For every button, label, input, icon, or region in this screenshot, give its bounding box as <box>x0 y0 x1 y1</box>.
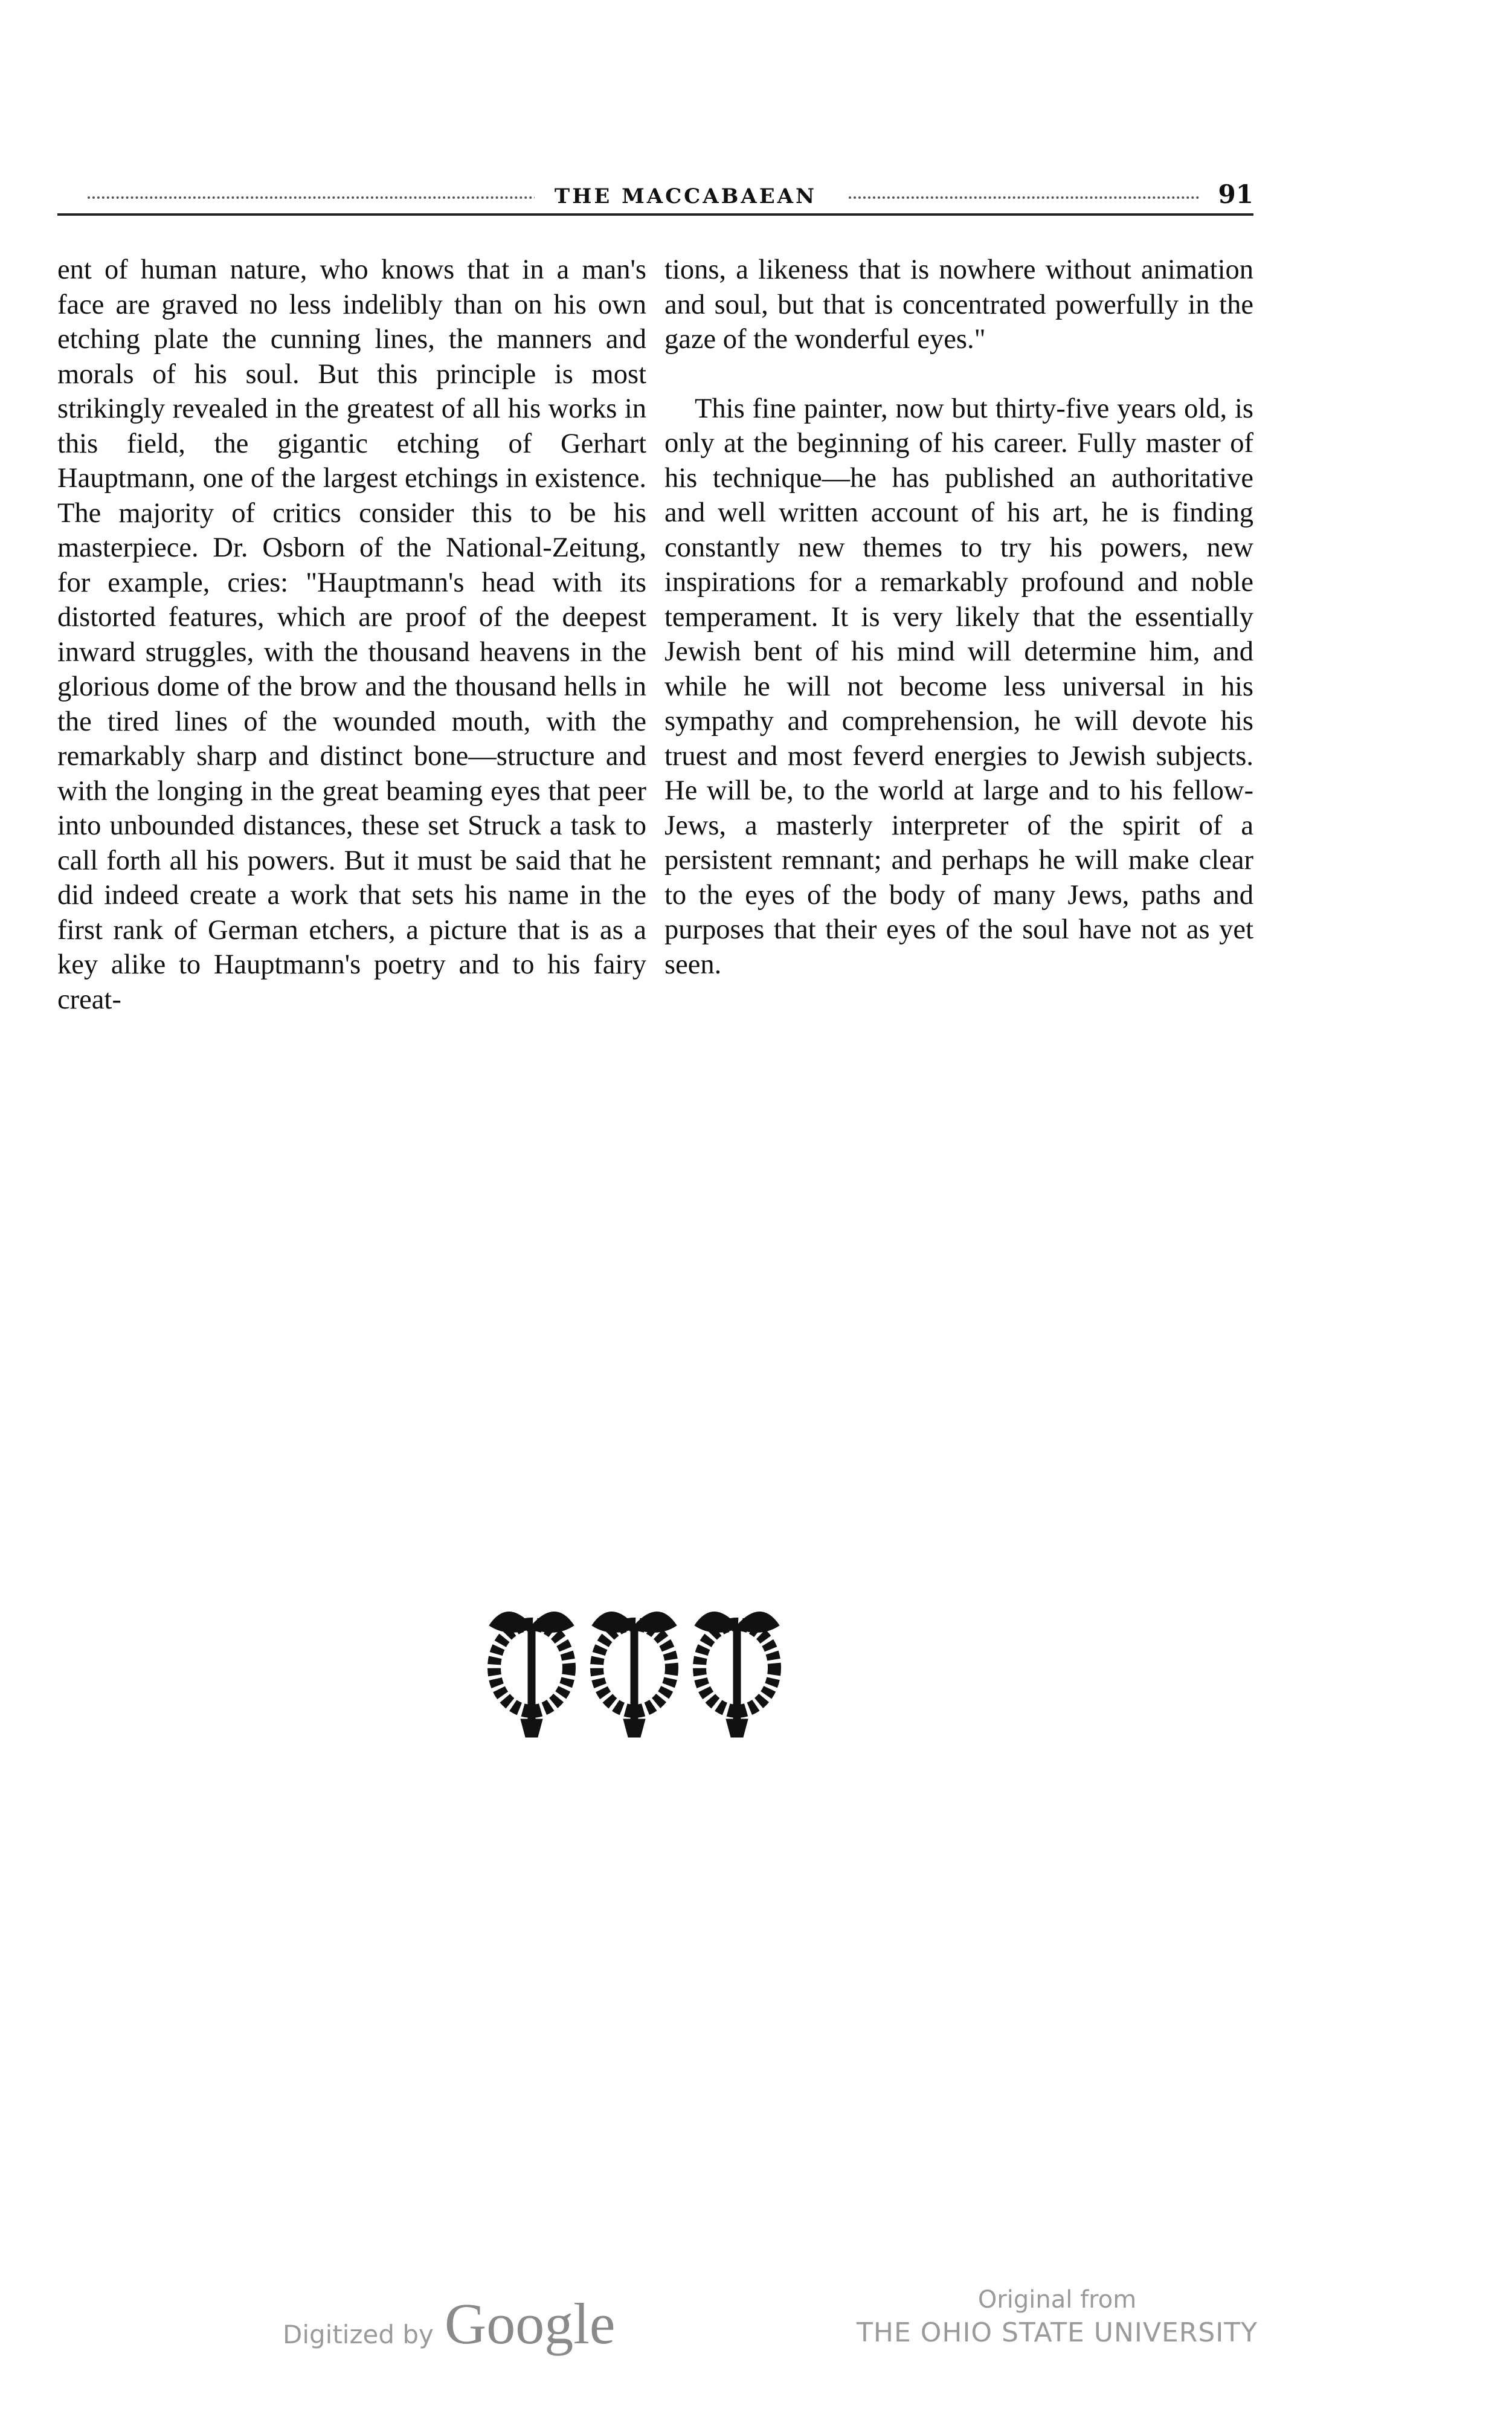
digitized-by-google <box>283 2290 616 2363</box>
original-from-label: Original from <box>977 2286 1137 2314</box>
left-paragraph: ent of human nature, who knows that in a man's face are graved no less indelibly than on his own etching plate the cunning lines, the manners and morals of his soul. But this principle is most strikingly revealed in the greatest of all his works in this field, the gigantic etching of Gerhart Hauptmann, one of the largest etchings in existence. The majority of critics consider this to be his masterpiece. Dr. Osborn of the National-Zeitung, for example, cries: "Hauptmann's head with its distorted features, which are proof of the deepest inward struggles, with the thousand heavens in the glorious dome of the brow and the thousand hells in the tired lines of the wounded mouth, with the remarkably sharp and distinct bone—structure and with the longing in the great beaming eyes that peer into unbounded distances, these set Struck a task to call forth all his powers. But it must be said that he did indeed create a work that sets his name in the first rank of German etchers, a picture that is as a key alike to Hauptmann's poetry and to his fairy creat- <box>57 254 646 1015</box>
original-source <box>846 2284 1269 2351</box>
header-rule <box>57 213 1253 216</box>
header-dotted-rule-right <box>849 196 1199 199</box>
page-number: 91 <box>1212 179 1253 209</box>
university-name: THE OHIO STATE UNIVERSITY <box>856 2317 1258 2348</box>
google-logo: Google <box>444 2291 616 2356</box>
digitized-by-label: Digitized by <box>283 2320 434 2349</box>
right-paragraph-continuation: tions, a likeness that is nowhere without animation and soul, but that is concentrated powerfully in the gaze of the wonderful eyes." <box>664 254 1253 355</box>
journal-title: THE MACCABAEAN <box>535 184 837 208</box>
ornament-icon <box>477 1601 791 1746</box>
left-column <box>57 253 646 1017</box>
header-dotted-rule-left <box>88 196 547 199</box>
right-column <box>664 253 1253 982</box>
right-paragraph: This fine painter, now but thirty-five years old, is only at the beginning of his career. Fully master of his technique—he has published an authoritative and well written account of his art, he is finding constantly new themes to try his powers, new inspirations for a remarkably profound and noble temperament. It is very likely that the essentially Jewish bent of his mind will determine him, and while he will not become less universal in his sympathy and comprehension, he will devote his truest and most feverd energies to Jewish subjects. He will be, to the world at large and to his fellow-Jews, a masterly interpreter of the spirit of a persistent remnant; and perhaps he will make clear to the eyes of the body of many Jews, paths and purposes that their eyes of the soul have not as yet seen. <box>664 393 1253 980</box>
running-header <box>57 179 1266 221</box>
